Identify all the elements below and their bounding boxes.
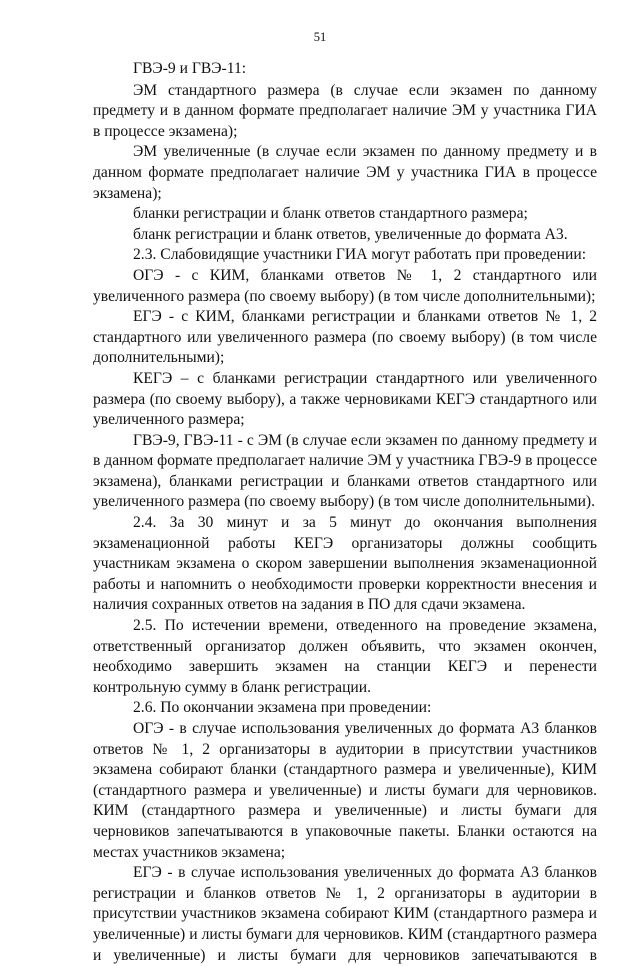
section-heading-gve: ГВЭ-9 и ГВЭ-11:	[133, 60, 247, 77]
paragraph-2-3: 2.3. Слабовидящие участники ГИА могут работать при проведении:	[133, 246, 587, 264]
paragraph: ГВЭ-9, ГВЭ-11 - с ЭМ (в случае если экзамен по данному предмету и в данном формате предполагает наличие ЭМ у участника ГВЭ-9 в процессе экзамена), бланками регистрации и бланками ответов стандартного или увеличенного размера (по своему выбору) (в том числе дополнительными).	[93, 431, 597, 511]
paragraph: бланк регистрации и бланк ответов, увеличенные до формата А3.	[133, 225, 568, 243]
document-body	[93, 59, 597, 966]
paragraph: ЕГЭ - в случае использования увеличенных до формата А3 бланков регистрации и бланков ответов № 1, 2 организаторы в аудитории в присутствии участников экзамена собирают КИМ (стандартного размера и увеличенные) и листы бумаги для черновиков. КИМ (стандартного размера и увеличенные) и листы бумаги для черновиков запечатываются в	[93, 864, 597, 964]
paragraph: ОГЭ - с КИМ, бланками ответов № 1, 2 стандартного или увеличенного размера (по своему выбору) (в том числе дополнительными);	[93, 266, 597, 305]
paragraph: ЭМ стандартного размера (в случае если экзамен по данному предмету и в данном формате предполагает наличие ЭМ у участника ГИА в процессе экзамена);	[93, 81, 597, 140]
paragraph-2-5: 2.5. По истечении времени, отведенного на проведение экзамена, ответственный организатор должен объявить, что экзамен окончен, необходимо завершить экзамен на станции КЕГЭ и перенести контрольную сумму в бланк регистрации.	[93, 617, 597, 696]
paragraph: ЕГЭ - с КИМ, бланками регистрации и бланками ответов № 1, 2 стандартного или увеличенного размера (по своему выбору) (в том числе дополнительными);	[93, 308, 597, 367]
paragraph-2-4: 2.4. За 30 минут и за 5 минут до окончания выполнения экзаменационной работы КЕГЭ организаторы должны сообщить участникам экзамена о скором завершении выполнения экзаменационной работы и напомнить о необходимости проверки корректности внесения и наличия сохранных ответов на задания в ПО для сдачи экзамена.	[93, 514, 597, 614]
paragraph: бланки регистрации и бланк ответов стандартного размера;	[133, 205, 528, 223]
paragraph: КЕГЭ – с бланками регистрации стандартного или увеличенного размера (по своему выбору), а также черновиками КЕГЭ стандартного или увеличенного размера;	[93, 369, 597, 429]
page-number: 51	[313, 30, 327, 44]
paragraph-2-6: 2.6. По окончании экзамена при проведении:	[133, 699, 432, 717]
paragraph: ОГЭ - в случае использования увеличенных до формата А3 бланков ответов № 1, 2 организаторы в аудитории в присутствии участников экзамена собирают бланки (стандартного размера и увеличенные), КИМ (стандартного размера и увеличенные) и листы бумаги для черновиков. КИМ (стандартного размера и увеличенные) и листы бумаги для черновиков запечатываются в упаковочные пакеты. Бланки остаются на местах участников экзамена;	[93, 720, 597, 861]
paragraph: ЭМ увеличенные (в случае если экзамен по данному предмету и в данном формате предполагает наличие ЭМ у участника ГИА в процессе экзамена);	[93, 143, 597, 202]
